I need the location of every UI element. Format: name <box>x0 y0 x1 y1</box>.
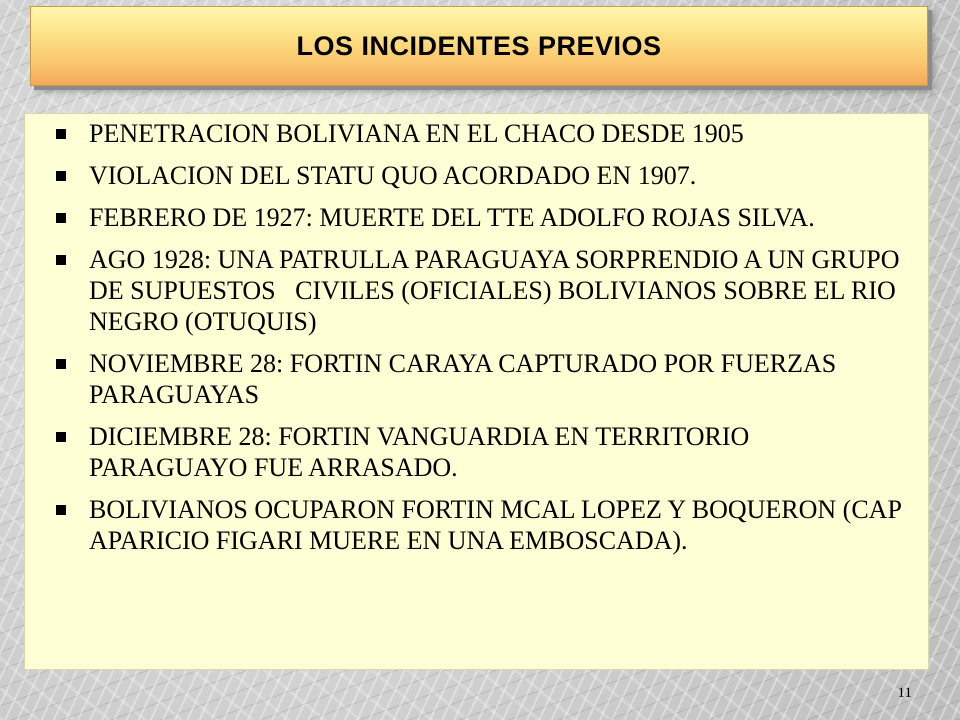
bullet-list <box>55 118 907 556</box>
title-box <box>30 6 928 86</box>
content-box <box>24 113 929 670</box>
bullet-text: FEBRERO DE 1927: MUERTE DEL TTE ADOLFO ROJAS SILVA. <box>89 203 815 232</box>
bullet-item <box>55 118 904 149</box>
page-number: 11 <box>897 685 912 701</box>
square-bullet-icon <box>56 171 66 181</box>
bullet-text: BOLIVIANOS OCUPARON FORTIN MCAL LOPEZ Y BOQUERON (CAP APARICIO FIGARI MUERE EN UNA EMBOSCADA). <box>89 495 901 555</box>
bullet-item <box>55 160 904 191</box>
bullet-item <box>55 348 904 410</box>
bullet-text: PENETRACION BOLIVIANA EN EL CHACO DESDE 1905 <box>89 119 744 148</box>
bullet-text: AGO 1928: UNA PATRULLA PARAGUAYA SORPRENDIO A UN GRUPO DE SUPUESTOS CIVILES (OFICIALES) BOLIVIANOS SOBRE EL RIO NEGRO (OTUQUIS) <box>89 245 907 336</box>
bullet-text: VIOLACION DEL STATU QUO ACORDADO EN 1907. <box>89 161 697 190</box>
bullet-text: NOVIEMBRE 28: FORTIN CARAYA CAPTURADO POR FUERZAS PARAGUAYAS <box>89 349 837 409</box>
square-bullet-icon <box>56 432 66 442</box>
bullet-text: DICIEMBRE 28: FORTIN VANGUARDIA EN TERRITORIO PARAGUAYO FUE ARRASADO. <box>89 422 750 482</box>
bullet-item <box>55 421 904 483</box>
slide-title: LOS INCIDENTES PREVIOS <box>296 30 662 61</box>
bullet-item <box>55 494 904 556</box>
bullet-item <box>55 244 907 337</box>
square-bullet-icon <box>56 359 66 369</box>
bullet-item <box>55 202 904 233</box>
square-bullet-icon <box>56 213 66 223</box>
square-bullet-icon <box>56 255 66 265</box>
square-bullet-icon <box>56 505 66 515</box>
square-bullet-icon <box>56 129 66 139</box>
